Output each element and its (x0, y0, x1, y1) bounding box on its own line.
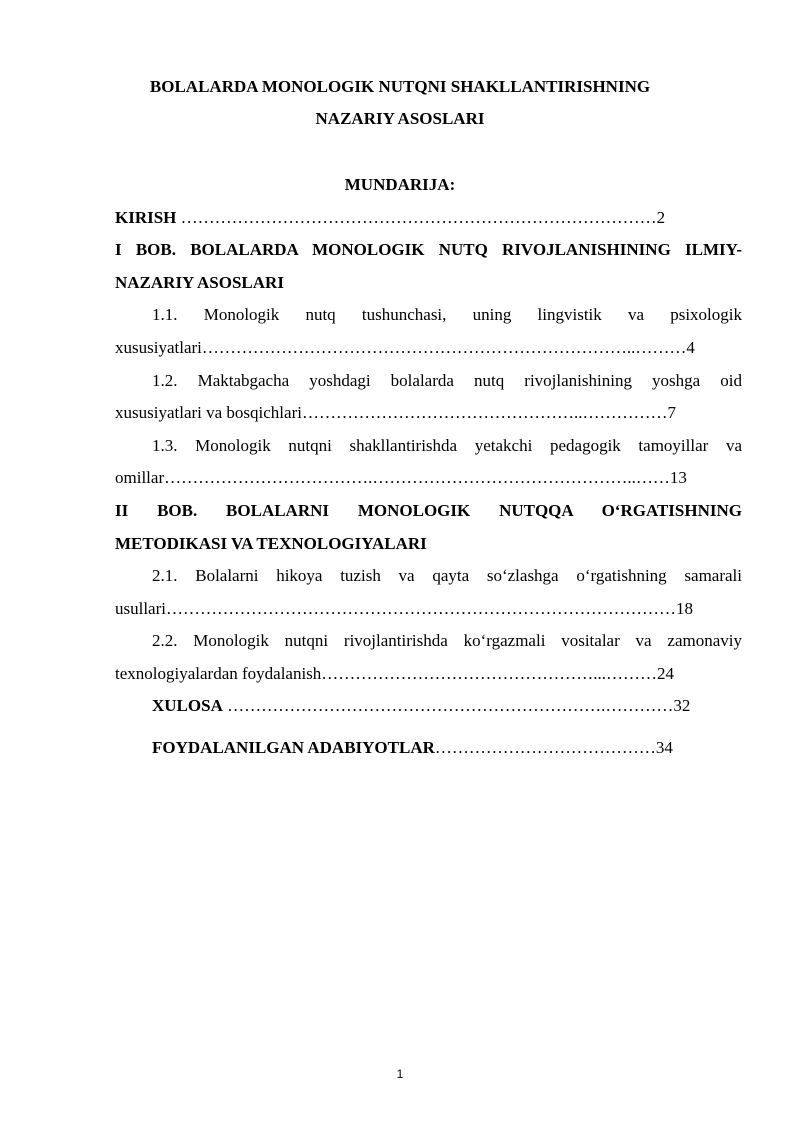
toc-entry-xulosa (152, 695, 690, 717)
toc-section-2-1-line-1: 2.1. Bolalarni hikoya tuzish va qayta so‘zlashga o‘rgatishning samarali (152, 566, 742, 585)
toc-section-2-1-line-2: usullari………………………………………………………………………………18 (115, 599, 693, 618)
toc-section-1-3-line-1: 1.3. Monologik nutqni shakllantirishda yetakchi pedagogik tamoyillar va (152, 436, 742, 455)
toc-section-1-3-line-2: omillar……………………………….………………………………………..……13 (115, 468, 687, 487)
toc-references-label: FOYDALANILGAN ADABIYOTLAR (152, 738, 435, 757)
toc-kirish-dots: …………………………………………………………………………2 (176, 208, 666, 227)
toc-chapter-1-line-1: I BOB. BOLALARDA MONOLOGIK NUTQ RIVOJLANISHINING ILMIY- (115, 240, 742, 259)
toc-kirish-label: KIRISH (115, 208, 177, 227)
toc-entry-kirish (115, 207, 665, 229)
page-number: 1 (396, 1067, 404, 1081)
document-title-line-2: NAZARIY ASOSLARI (315, 109, 485, 128)
toc-section-1-2-line-1: 1.2. Maktabgacha yoshdagi bolalarda nutq rivojlanishining yoshga oid (152, 371, 742, 390)
toc-section-1-1-line-1: 1.1. Monologik nutq tushunchasi, uning lingvistik va psixologik (152, 305, 742, 324)
toc-chapter-2-line-1: II BOB. BOLALARNI MONOLOGIK NUTQQA O‘RGATISHNING (115, 501, 742, 520)
toc-section-1-1-line-2: xususiyatlari…………………………………………………………………..………4 (115, 338, 695, 357)
contents-heading: MUNDARIJA: (344, 175, 456, 194)
toc-section-2-2-line-2: texnologiyalardan foydalanish…………………………………………...………24 (115, 664, 675, 683)
toc-section-1-2-line-2: xususiyatlari va bosqichlari…………………………………………..……………7 (115, 403, 676, 422)
document-title-line-1: BOLALARDA MONOLOGIK NUTQNI SHAKLLANTIRISHNING (149, 77, 651, 96)
toc-section-2-2-line-1: 2.2. Monologik nutqni rivojlantirishda ko‘rgazmali vositalar va zamonaviy (152, 631, 742, 650)
toc-references-dots: …………………………………34 (434, 738, 673, 757)
toc-xulosa-dots: ………………………………………………………….…………32 (222, 696, 691, 715)
toc-entry-references (152, 737, 673, 759)
toc-chapter-1-line-2: NAZARIY ASOSLARI (115, 273, 284, 292)
toc-chapter-2-line-2: METODIKASI VA TEXNOLOGIYALARI (115, 534, 427, 553)
toc-xulosa-label: XULOSA (152, 696, 223, 715)
